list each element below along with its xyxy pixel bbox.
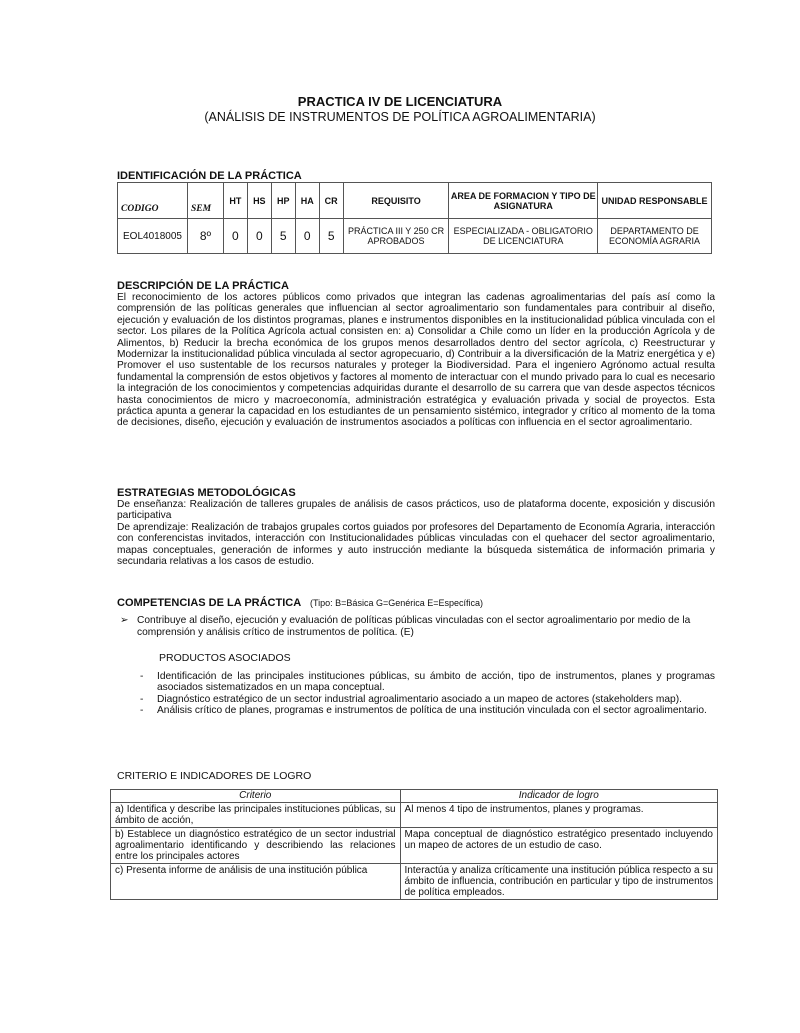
indicador-cell: Al menos 4 tipo de instrumentos, planes y programas. — [400, 803, 717, 828]
cell-sem: 8º — [187, 219, 223, 254]
strategies-learning: De aprendizaje: Realización de trabajos grupales cortos guiados por profesores del Departamento de Economía Agraria, interacción con conferencistas invitados, interacción con Institucionalidades públicas vinculadas con el quehacer del sector agroalimentario, mapas conceptuales, generación de informes y auto instrucción mediante la búsqueda sistemática de información primaria y secundaria relativas a los casos de estudio. — [117, 522, 715, 568]
cell-cr: 5 — [319, 219, 343, 254]
table-row — [111, 828, 718, 864]
cell-codigo: EOL4018005 — [118, 219, 188, 254]
indicador-cell: Interactúa y analiza críticamente una institución pública respecto a su ámbito de influencia, contribución en particular y tipo de instrumentos de política empleados. — [400, 864, 717, 900]
product-text: Diagnóstico estratégico de un sector industrial agroalimentario asociado a un mapeo de actores (stakeholders map). — [157, 693, 682, 705]
indicador-cell: Mapa conceptual de diagnóstico estratégico presentado incluyendo un mapeo de actores de un estudio de caso. — [400, 828, 717, 864]
product-text: Análisis crítico de planes, programas e instrumentos de política de una institución vinculada con el sector agroalimentario. — [157, 704, 707, 716]
competency-text: Contribuye al diseño, ejecución y evaluación de políticas públicas vinculadas con el sector agroalimentario por medio de la comprensión y análisis crítico de instrumentos de política. (E) — [137, 615, 691, 638]
col-unidad: UNIDAD RESPONSABLE — [598, 183, 712, 219]
criterio-cell: c) Presenta informe de análisis de una institución pública — [111, 864, 401, 900]
col-hs: HS — [247, 183, 271, 219]
col-indicador: Indicador de logro — [400, 790, 717, 803]
col-ht: HT — [223, 183, 247, 219]
identification-header-row — [118, 183, 712, 219]
cell-requisito: PRÁCTICA III Y 250 CR APROBADOS — [343, 219, 449, 254]
col-cr: CR — [319, 183, 343, 219]
product-text: Identificación de las principales instituciones públicas, su ámbito de acción, tipo de instrumentos, planes y programas asociados sistematizados en un mapa conceptual. — [157, 671, 715, 694]
page-subtitle: (ANÁLISIS DE INSTRUMENTOS DE POLÍTICA AGROALIMENTARIA) — [204, 110, 596, 124]
criteria-heading: CRITERIO E INDICADORES DE LOGRO — [117, 770, 312, 782]
identification-data-row — [118, 219, 712, 254]
cell-area: ESPECIALIZADA - OBLIGATORIO DE LICENCIATURA — [449, 219, 598, 254]
competencies-type-note: (Tipo: B=Básica G=Genérica E=Específica) — [310, 598, 483, 608]
list-item: - Análisis crítico de planes, programas e instrumentos de política de una institución vinculada con el sector agroalimentario. — [140, 704, 707, 716]
col-area: AREA DE FORMACION Y TIPO DE ASIGNATURA — [449, 183, 598, 219]
list-item: - Identificación de las principales instituciones públicas, su ámbito de acción, tipo de instrumentos, planes y programas asociados sistematizados en un mapa conceptual. — [140, 671, 715, 694]
col-requisito: REQUISITO — [343, 183, 449, 219]
criteria-table — [110, 789, 718, 900]
col-ha: HA — [295, 183, 319, 219]
table-row — [111, 803, 718, 828]
cell-unidad: DEPARTAMENTO DE ECONOMÍA AGRARIA — [598, 219, 712, 254]
products-heading: PRODUCTOS ASOCIADOS — [159, 652, 291, 664]
description-text: El reconocimiento de los actores públicos como privados que integran las cadenas agroalimentarias del país así como la comprensión de las políticas generales que influencian al sector agroalimentario son fundamentales para contribuir al diseño, ejecución y evaluación de los distintos programas, planes e instrumentos disponibles en la institucionalidad pública vinculada con el sector. Los pilares de la Política Agrícola actual consisten en: a) Consolidar a Chile como un líder en la producción Agrícola y de Alimentos, b) Reducir la brecha económica de los grupos menos desarrollados dentro del sector agrícola, c) Reestructurar y Modernizar la institucionalidad pública vinculada al sector agropecuario, d) Contribuir a la diversificación de la Matriz energética y e) Promover el uso sustentable de los recursos naturales y proteger la Biodiversidad. Para el ingeniero Agrónomo actual resulta fundamental la comprensión de estos objetivos y factores al momento de interactuar con el mundo privado para lo cual es necesario la integración de los conocimientos y competencias adquiridas durante el desarrollo de su carrera que van desde aspectos técnicos hasta conocimientos de micro y macroeconomía, administración estratégica y evaluación privada y social de proyectos. Esta práctica apunta a generar la capacidad en los estudiantes de un pensamiento sistémico, integrador y crítico al momento de la toma de decisiones, diseño, ejecución y evaluación de instrumentos asociados a políticas con influencia en el sector agroalimentario. — [117, 292, 715, 429]
col-codigo: CODIGO — [118, 183, 188, 219]
col-criterio: Criterio — [111, 790, 401, 803]
list-item: - Diagnóstico estratégico de un sector industrial agroalimentario asociado a un mapeo de actores (stakeholders map). — [140, 693, 682, 705]
cell-ha: 0 — [295, 219, 319, 254]
cell-hp: 5 — [271, 219, 295, 254]
strategies-heading: ESTRATEGIAS METODOLÓGICAS — [117, 487, 296, 499]
criterio-cell: b) Establece un diagnóstico estratégico de un sector industrial agroalimentario identificando y describiendo las relaciones entre los principales actores — [111, 828, 401, 864]
strategies-teaching: De enseñanza: Realización de talleres grupales de análisis de casos prácticos, uso de plataforma docente, exposición y discusión participativa — [117, 499, 715, 522]
criteria-header-row — [111, 790, 718, 803]
col-hp: HP — [271, 183, 295, 219]
identification-heading: IDENTIFICACIÓN DE LA PRÁCTICA — [117, 170, 302, 182]
col-sem: SEM — [187, 183, 223, 219]
products-list — [140, 671, 715, 716]
description-heading: DESCRIPCIÓN DE LA PRÁCTICA — [117, 280, 289, 292]
identification-table — [117, 182, 712, 254]
cell-ht: 0 — [223, 219, 247, 254]
criterio-cell: a) Identifica y describe las principales instituciones públicas, su ámbito de acción, — [111, 803, 401, 828]
table-row — [111, 864, 718, 900]
arrow-bullet-icon: ➢ — [120, 615, 129, 626]
competencies-heading: COMPETENCIAS DE LA PRÁCTICA — [117, 597, 302, 609]
cell-hs: 0 — [247, 219, 271, 254]
page-title: PRACTICA IV DE LICENCIATURA — [297, 94, 503, 109]
